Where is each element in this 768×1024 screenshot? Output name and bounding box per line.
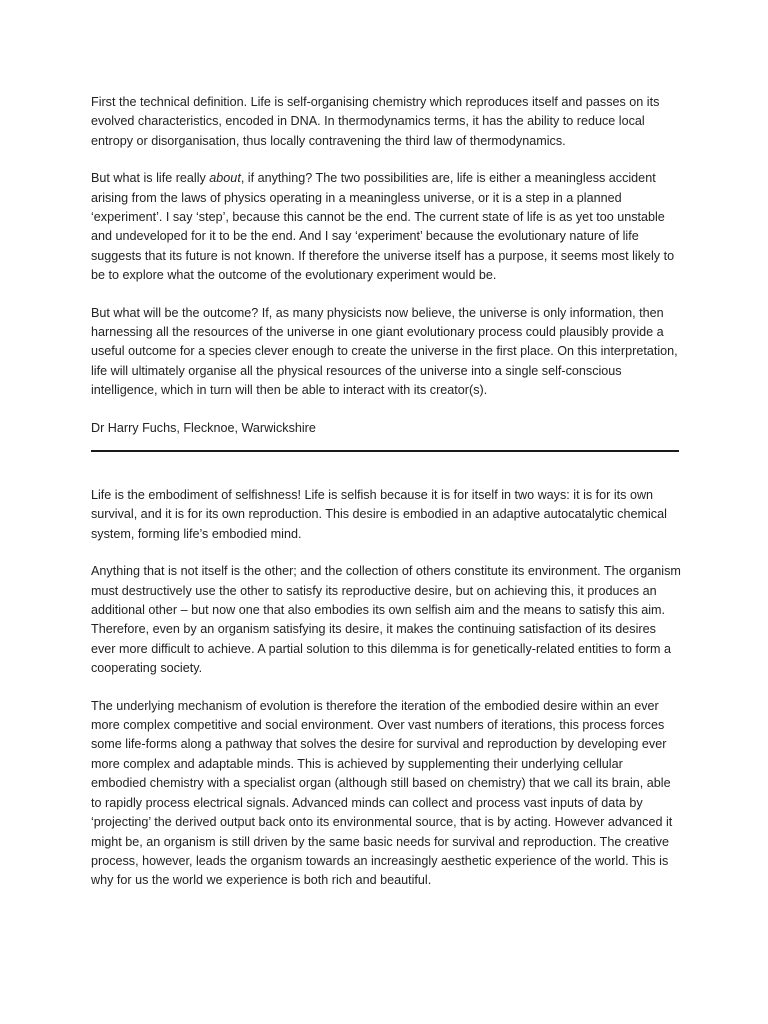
letter-two-paragraph-2: Anything that is not itself is the other; and the collection of others constitute its environment. The organism must destructively use the other to satisfy its reproductive desire, but on achieving this, it produces an additional other – but now one that also embodies its own selfish aim and the means to satisfy this aim. Therefore, even by an organism satisfying its desire, it makes the continuing satisfaction of its desires ever more difficult to achieve. A partial solution to this dilemma is for genetically-related entities to form a cooperating society.	[91, 564, 681, 676]
letter-one-paragraph-3: But what will be the outcome? If, as many physicists now believe, the universe is only information, then harnessing all the resources of the universe in one giant evolutionary process could plausibly provide a useful outcome for a species clever enough to create the universe in the first place. On this interpretation, life will ultimately organise all the physical resources of the universe into a single self-conscious intelligence, which in turn will then be able to interact with its creator(s).	[91, 305, 678, 398]
letter-two-paragraph-3: The underlying mechanism of evolution is therefore the iteration of the embodied desire within an ever more complex competitive and social environment. Over vast numbers of iterations, this process forces some life-forms along a pathway that solves the desire for survival and reproduction by developing ever more complex and adaptable minds. This is achieved by supplementing their underlying cellular embodied chemistry with a specialist organ (although still based on chemistry) that we call its brain, able to rapidly process electrical signals. Advanced minds can collect and process vast inputs of data by ‘projecting’ the derived output back onto its environmental source, that is by acting. However advanced it might be, an organism is still driven by the same basic needs for survival and reproduction. The creative process, however, leads the organism towards an increasingly aesthetic experience of the world. This is why for us the world we experience is both rich and beautiful.	[91, 698, 673, 888]
paragraph-2-text-end: , if anything? The two possibilities are, life is either a meaningless accident arising from the laws of physics operating in a meaningless universe, or it is a step in a planned ‘experiment’. I say ‘step’, because this cannot be the end. The current state of life is as yet too unstable and undeveloped for it to be the end. And I say ‘experiment’ because the evolutionary nature of life suggests that its future is not known. If therefore the universe itself has a purpose, it seems most likely to be to explore what the outcome of the evolutionary experiment would be.	[91, 171, 675, 283]
letter-one-signature: Dr Harry Fuchs, Flecknoe, Warwickshire	[91, 420, 316, 435]
letter-one	[91, 93, 681, 456]
section-divider	[91, 450, 679, 452]
letter-one-paragraph-2	[91, 169, 681, 285]
letter-two	[91, 486, 681, 909]
letter-two-paragraph-1: Life is the embodiment of selfishness! Life is selfish because it is for itself in two ways: it is for its own survival, and it is for its own reproduction. This desire is embodied in an adaptive autocatalytic chemical system, forming life’s embodied mind.	[91, 488, 667, 541]
paragraph-2-emphasis: about	[209, 171, 241, 186]
letter-one-paragraph-1: First the technical definition. Life is self-organising chemistry which reproduces itself and passes on its evolved characteristics, encoded in DNA. In thermodynamics terms, it has the ability to reduce local entropy or disorganisation, thus locally contravening the third law of thermodynamics.	[91, 95, 660, 148]
paragraph-2-text-start: But what is life really	[91, 171, 210, 186]
